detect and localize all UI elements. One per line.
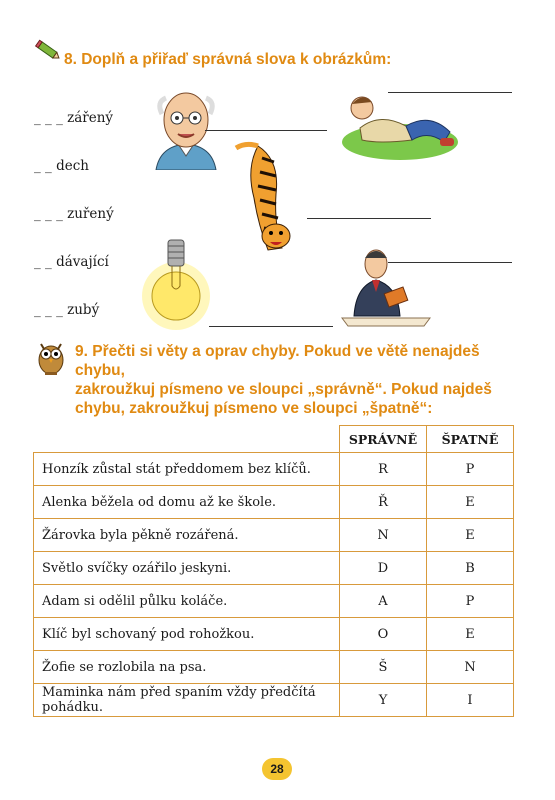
wrong-letter[interactable]: E — [427, 486, 514, 519]
exercise-9-title-line-3: chybu, zakroužkuj písmeno ve sloupci „špatně“: — [75, 400, 433, 417]
wrong-letter[interactable]: E — [427, 519, 514, 552]
correct-letter[interactable]: N — [340, 519, 427, 552]
lying-boy-illustration — [340, 82, 458, 162]
word-blank-4: _ _ dávající — [34, 254, 109, 270]
sentence-cell: Světlo svíčky ozářilo jeskyni. — [34, 552, 340, 585]
wrong-letter[interactable]: N — [427, 651, 514, 684]
correct-letter[interactable]: O — [340, 618, 427, 651]
header-wrong: ŠPATNĚ — [427, 426, 514, 453]
word-blank-1: _ _ _ zářený — [34, 110, 114, 126]
table-row — [34, 585, 514, 618]
table-row — [34, 453, 514, 486]
table-header-row — [34, 426, 514, 453]
correct-letter[interactable]: R — [340, 453, 427, 486]
header-blank — [34, 426, 340, 453]
answer-line-boy[interactable] — [388, 92, 512, 93]
answer-line-tiger[interactable] — [307, 218, 431, 219]
correct-letter[interactable]: Ř — [340, 486, 427, 519]
word-blank-2: _ _ dech — [34, 158, 89, 174]
table-row — [34, 651, 514, 684]
sentence-cell: Žárovka byla pěkně rozářená. — [34, 519, 340, 552]
word-blank-3: _ _ _ zuřený — [34, 206, 114, 222]
pencil-icon — [34, 38, 62, 64]
page-number: 28 — [262, 758, 292, 780]
word-blank-5: _ _ _ zubý — [34, 302, 100, 318]
correction-table — [33, 425, 514, 717]
wrong-letter[interactable]: P — [427, 453, 514, 486]
correct-letter[interactable]: Y — [340, 684, 427, 717]
table-row — [34, 519, 514, 552]
exercise-8-title: 8. Doplň a přiřaď správná slova k obrázkům: — [64, 51, 392, 68]
wrong-letter[interactable]: I — [427, 684, 514, 717]
wrong-letter[interactable]: P — [427, 585, 514, 618]
answer-line-businessman[interactable] — [388, 262, 512, 263]
exercise-9-title — [75, 342, 525, 418]
businessman-illustration — [340, 236, 432, 328]
sentence-cell: Honzík zůstal stát předdomem bez klíčů. — [34, 453, 340, 486]
header-correct: SPRÁVNĚ — [340, 426, 427, 453]
tiger-illustration — [228, 138, 308, 256]
old-man-illustration — [150, 84, 222, 170]
sentence-cell: Adam si odělil půlku koláče. — [34, 585, 340, 618]
table-row — [34, 618, 514, 651]
correct-letter[interactable]: Š — [340, 651, 427, 684]
answer-line-old-man[interactable] — [205, 130, 327, 131]
wrong-letter[interactable]: B — [427, 552, 514, 585]
table-row — [34, 552, 514, 585]
sentence-cell: Žofie se rozlobila na psa. — [34, 651, 340, 684]
sentence-cell: Alenka běžela od domu až ke škole. — [34, 486, 340, 519]
table-row — [34, 684, 514, 717]
sentence-cell: Klíč byl schovaný pod rohožkou. — [34, 618, 340, 651]
answer-line-bulb[interactable] — [209, 326, 333, 327]
sentence-cell: Maminka nám před spaním vždy předčítá pohádku. — [34, 684, 340, 717]
exercise-9-title-line-2: zakroužkuj písmeno ve sloupci „správně“. Pokud najdeš — [75, 381, 492, 398]
light-bulb-illustration — [138, 234, 214, 334]
owl-icon — [36, 338, 66, 376]
correct-letter[interactable]: A — [340, 585, 427, 618]
correct-letter[interactable]: D — [340, 552, 427, 585]
wrong-letter[interactable]: E — [427, 618, 514, 651]
table-row — [34, 486, 514, 519]
exercise-9-title-line-1: 9. Přečti si věty a oprav chyby. Pokud ve větě nenajdeš chybu, — [75, 343, 480, 379]
